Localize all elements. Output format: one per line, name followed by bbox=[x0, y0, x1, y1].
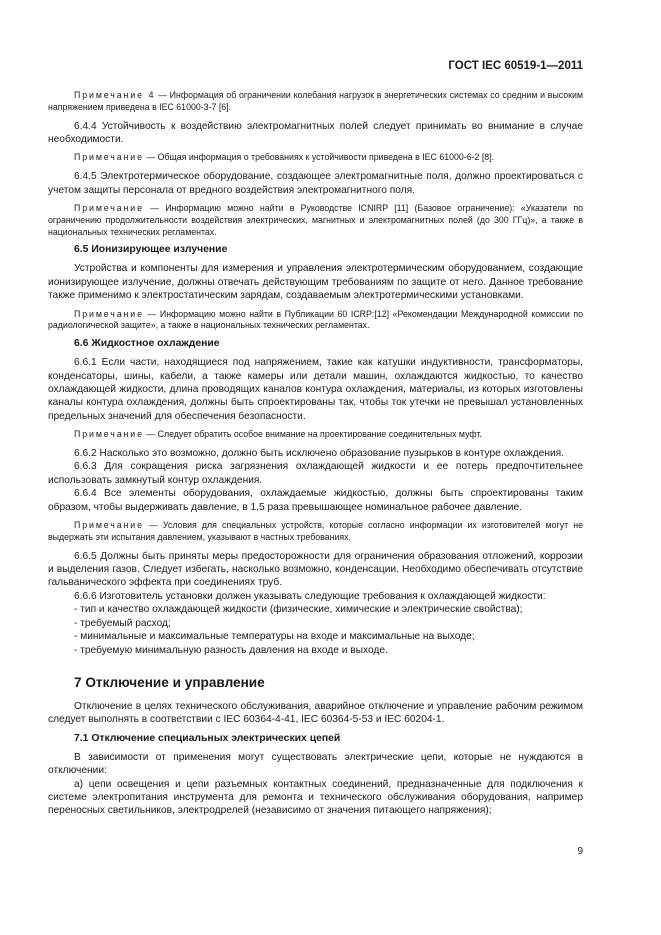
paragraph-6-5: Устройства и компоненты для измерения и управления электротермическим оборудованием, создающие ионизирующее излучение, должны отвечать действующим требованиям по защите от него. Данное требование также применимо к электростатическим зарядам, создаваемым электротермическими установками. bbox=[48, 263, 583, 302]
note-label: Примечание bbox=[74, 152, 144, 163]
note-text: — Информацию можно найти в Публикации 60 ICRP:[12] «Рекомендации Международной комиссии по радиологической защите», а также в национальных технических регламентах. bbox=[48, 308, 583, 331]
heading-6-6: 6.6 Жидкостное охлаждение bbox=[74, 338, 220, 350]
paragraph-7-1: В зависимости от применения могут существовать электрические цепи, которые не нуждаются в отключении: bbox=[48, 751, 583, 777]
note-6-6-4 bbox=[48, 520, 583, 544]
paragraph-6-6-6: 6.6.6 Изготовитель установки должен указывать следующие требования к охлаждающей жидкости: bbox=[74, 590, 546, 602]
list-item: - тип и качество охлаждающей жидкости (физические, химические и электрические свойства); bbox=[74, 604, 523, 616]
standard-header: ГОСТ IEC 60519-1—2011 bbox=[448, 60, 583, 72]
note-label: Примечание 4 bbox=[74, 90, 156, 100]
page-number: 9 bbox=[577, 846, 583, 857]
heading-7-1: 7.1 Отключение специальных электрических цепей bbox=[74, 732, 341, 744]
note-text: — Следует обратить особое внимание на проектирование соединительных муфт. bbox=[143, 429, 482, 440]
paragraph-7-1-a: а) цепи освещения и цепи разъемных контактных соединений, предназначенные для подключения к системе электропитания инструмента для ремонта и технического обслуживания оборудования, например переносных светильников, электродрелей (независимо от значения питающего напряжения); bbox=[48, 778, 583, 817]
paragraph-6-6-2: 6.6.2 Насколько это возможно, должно быть исключено образование пузырьков в контуре охлаждения. bbox=[74, 448, 564, 460]
paragraph-6-6-4: 6.6.4 Все элементы оборудования, охлаждаемые жидкостью, должны быть спроектированы таким образом, чтобы выдерживать давление, в 1,5 раза превышающее номинальное рабочее давление. bbox=[48, 488, 583, 513]
note-label: Примечание bbox=[74, 429, 144, 440]
note-text: — Общая информация о требованиях к устойчивости приведена в IEC 61000-6-2 [8]. bbox=[143, 152, 495, 163]
heading-section-7: 7 Отключение и управление bbox=[74, 674, 265, 690]
note-4 bbox=[48, 90, 583, 114]
note-label: Примечание bbox=[74, 520, 144, 531]
note-6-6-1 bbox=[48, 429, 583, 441]
note-label: Примечание bbox=[74, 308, 144, 319]
note-6-4-4 bbox=[48, 152, 583, 164]
heading-6-5: 6.5 Ионизирующее излучение bbox=[74, 244, 228, 256]
paragraph-6-6-5: 6.6.5 Должны быть приняты меры предосторожности для ограничения образования отложений, коррозии и выделения газов. Следует избегать, насколько возможно, конденсации. Необходимо обеспечивать отсутствие гальванического эффекта при соединениях труб. bbox=[48, 550, 583, 589]
note-text: — Условия для специальных устройств, которые согласно информации их изготовителей могут не выдержать эти испытания давлением, указывают в частных требованиях. bbox=[48, 520, 583, 542]
paragraph-7: Отключение в целях технического обслуживания, аварийное отключение и управление рабочим режимом следует выполнять в соответствии с IEC 60364-4-41, IEC 60364-5-53 и IEC 60204-1. bbox=[48, 700, 583, 726]
note-6-5 bbox=[48, 309, 583, 333]
paragraph-6-6-3: 6.6.3 Для сокращения риска загрязнения охлаждающей жидкости и ее потерь предпочтительнее использовать замкнутый контур охлаждения. bbox=[48, 461, 583, 486]
note-6-4-5 bbox=[48, 203, 583, 238]
paragraph-6-6-1: 6.6.1 Если части, находящиеся под напряжением, такие как катушки индуктивности, трансформаторы, конденсаторы, шины, кабели, а также камеры или детали машин, охлаждаются жидкостью, то качество охлаждающей жидкости, длина проводящих каналов контура охлаждения, материалы, из которых изготовлены каналы контура охлаждения, должны быть спроектированы так, чтобы ток утечки не превышал установленных предельных значений для обеспечения безопасности. bbox=[48, 357, 583, 422]
list-item: - требуемый расход; bbox=[74, 617, 171, 629]
list-item: - требуемую минимальную разность давления на входе и выходе. bbox=[74, 644, 388, 656]
paragraph-6-4-5: 6.4.5 Электротермическое оборудование, создающее электромагнитные поля, должно проектироваться с учетом защиты персонала от вредного воздействия электромагнитного поля. bbox=[48, 171, 583, 196]
list-item: - минимальные и максимальные температуры на входе и максимальные на выходе; bbox=[74, 631, 475, 643]
paragraph-6-4-4: 6.4.4 Устойчивость к воздействию электромагнитных полей следует принимать во внимание в случае необходимости. bbox=[48, 120, 583, 145]
note-text: — Информацию можно найти в Руководстве ICNIRP [11] (Базовое ограничение): «Указатели по ограничению продолжительности воздействия электрических, магнитных и электромагнитных полей (до 300 ГГц)», а также в национальных технических регламентах. bbox=[48, 203, 583, 237]
note-label: Примечание bbox=[74, 203, 144, 214]
note-text: — Информация об ограничении колебания нагрузок в энергетических системах со средним и высоким напряжением приведена в IEC 61000-3-7 [6]. bbox=[48, 90, 583, 112]
